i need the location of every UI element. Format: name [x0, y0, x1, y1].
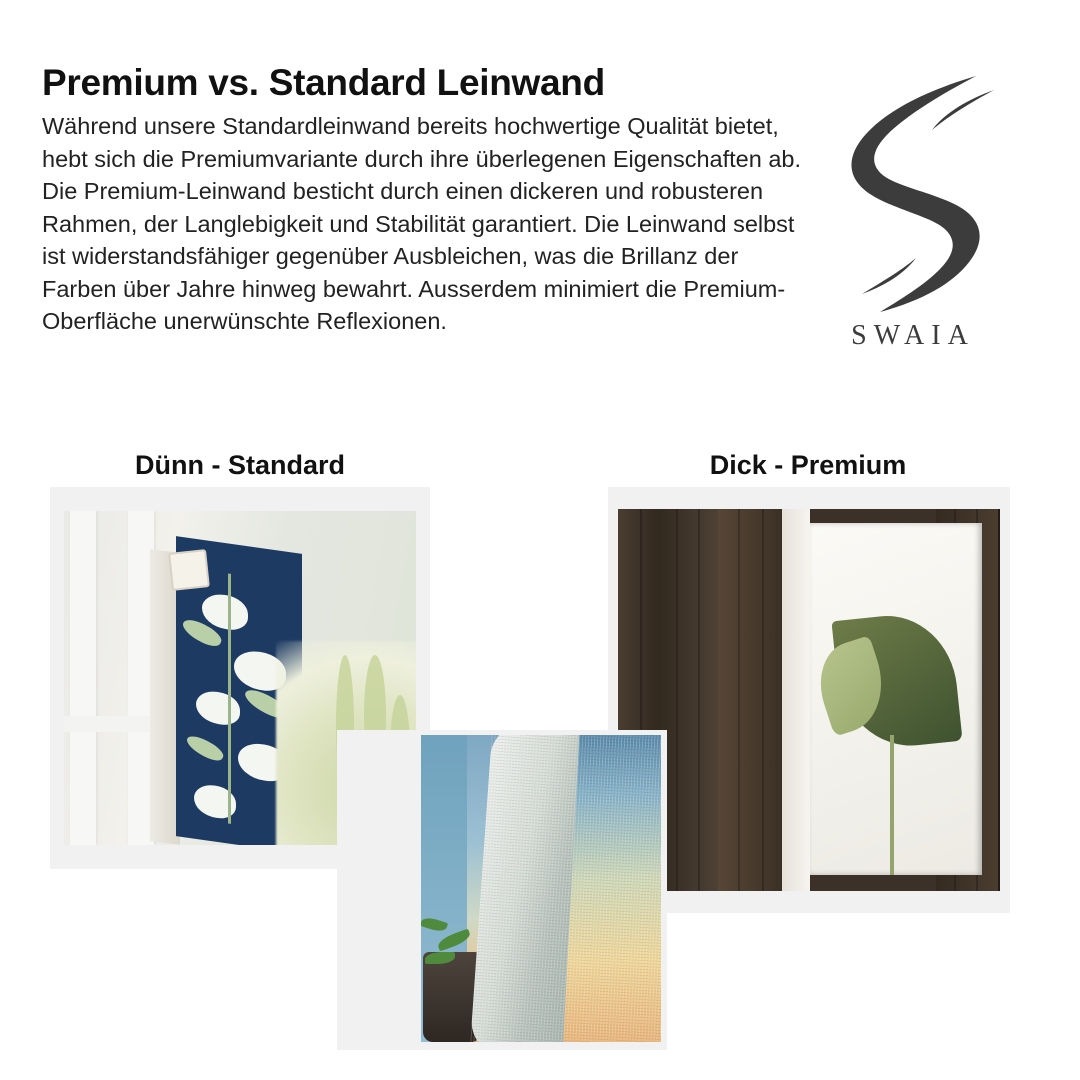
- canvas-thick-edge: [782, 509, 810, 891]
- wood-plank: [718, 509, 786, 891]
- caption-premium: Dick - Premium: [709, 450, 907, 480]
- intro-paragraph: Während unsere Standardleinwand bereits hochwertige Qualität bietet, hebt sich die Premiumvariante durch ihre überlegenen Eigenschaften ab. Die Premium-Leinwand besticht durch einen dickeren und robusteren Rahmen, der Langlebigkeit und Stabilität garantiert. Die Leinwand selbst ist widerstandsfähiger gegenüber Ausbleichen, was die Brillanz der Farben über Jahre hinweg bewahrt. Ausserdem minimiert die Premium-Oberfläche unerwünschte Reflexionen.: [42, 113, 801, 335]
- premium-photo-illustration: [618, 509, 1000, 891]
- stem-print: [890, 735, 894, 875]
- caption-standard: Dünn - Standard: [135, 450, 345, 480]
- page-title: Premium vs. Standard Leinwand: [42, 62, 605, 103]
- detail-photo-illustration: [421, 735, 661, 1042]
- swaia-s-logo-icon: [818, 68, 1008, 318]
- detail-canvas-card: [337, 730, 667, 1050]
- brand-logo: [808, 68, 1018, 368]
- canvas-printed-face: [810, 523, 982, 875]
- window-slat-icon: [70, 511, 96, 845]
- canvas-edge-detail-photo: [421, 735, 661, 1042]
- premium-canvas-card: [608, 487, 1010, 913]
- intro-text-block: [42, 62, 842, 338]
- canvas-clip: [168, 549, 210, 591]
- canvas-print-surface: [562, 735, 661, 1042]
- premium-thick-canvas-photo: [618, 509, 1000, 891]
- brand-wordmark: SWAIA: [851, 320, 975, 351]
